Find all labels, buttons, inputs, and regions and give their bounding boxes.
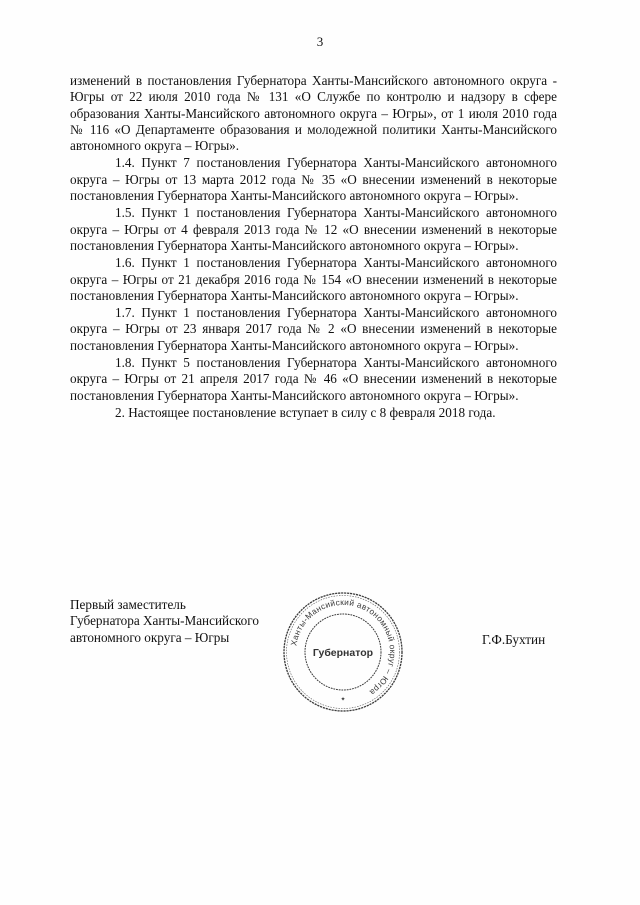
seal-star-icon: ✦ [340, 696, 346, 703]
document-body [70, 73, 557, 422]
signer-position [70, 597, 259, 646]
official-seal [281, 590, 405, 714]
page-number: 3 [316, 34, 324, 49]
seal-ring-text: Ханты-Мансийский автономный округ – Югра [288, 596, 399, 698]
paragraph: изменений в постановления Губернатора Ханты-Мансийского автономного округа - Югры от 22 июля 2010 года № 131 «О Службе по контролю и надзору в сфере образования Ханты-Мансийского автономного округа – Югры», от 1 июля 2010 года № 116 «О Департаменте образования и молодежной политики Ханты-Мансийского автономного округа – Югры». [70, 73, 557, 154]
signer-name: Г.Ф.Бухтин [482, 632, 546, 647]
paragraph-item-1-8: 1.8. Пункт 5 постановления Губернатора Ханты-Мансийского автономного округа – Югры от 21 апреля 2017 года № 46 «О внесении изменений в некоторые постановления Губернатора Ханты-Мансийского автономного округа – Югры». [70, 355, 557, 403]
paragraph-item-1-7: 1.7. Пункт 1 постановления Губернатора Ханты-Мансийского автономного округа – Югры от 23 января 2017 года № 2 «О внесении изменений в некоторые постановления Губернатора Ханты-Мансийского автономного округа – Югры». [70, 305, 557, 353]
signer-position-line: Первый заместитель [70, 597, 186, 612]
paragraph-item-2: 2. Настоящее постановление вступает в силу с 8 февраля 2018 года. [115, 404, 496, 420]
signer-position-line: Губернатора Ханты-Мансийского [70, 613, 259, 629]
paragraph-item-1-4: 1.4. Пункт 7 постановления Губернатора Ханты-Мансийского автономного округа – Югры от 13 марта 2012 года № 35 «О внесении изменений в некоторые постановления Губернатора Ханты-Мансийского автономного округа – Югры». [70, 155, 557, 204]
paragraph-item-1-6: 1.6. Пункт 1 постановления Губернатора Ханты-Мансийского автономного округа – Югры от 21 декабря 2016 года № 154 «О внесении изменений в некоторые постановления Губернатора Ханты-Мансийского автономного округа – Югры». [70, 255, 557, 303]
seal-center-text: Губернатор [312, 647, 374, 659]
signer-position-line: автономного округа – Югры [70, 629, 230, 645]
paragraph-item-1-5: 1.5. Пункт 1 постановления Губернатора Ханты-Мансийского автономного округа – Югры от 4 февраля 2013 года № 12 «О внесении изменений в некоторые постановления Губернатора Ханты-Мансийского автономного округа – Югры». [70, 205, 557, 253]
